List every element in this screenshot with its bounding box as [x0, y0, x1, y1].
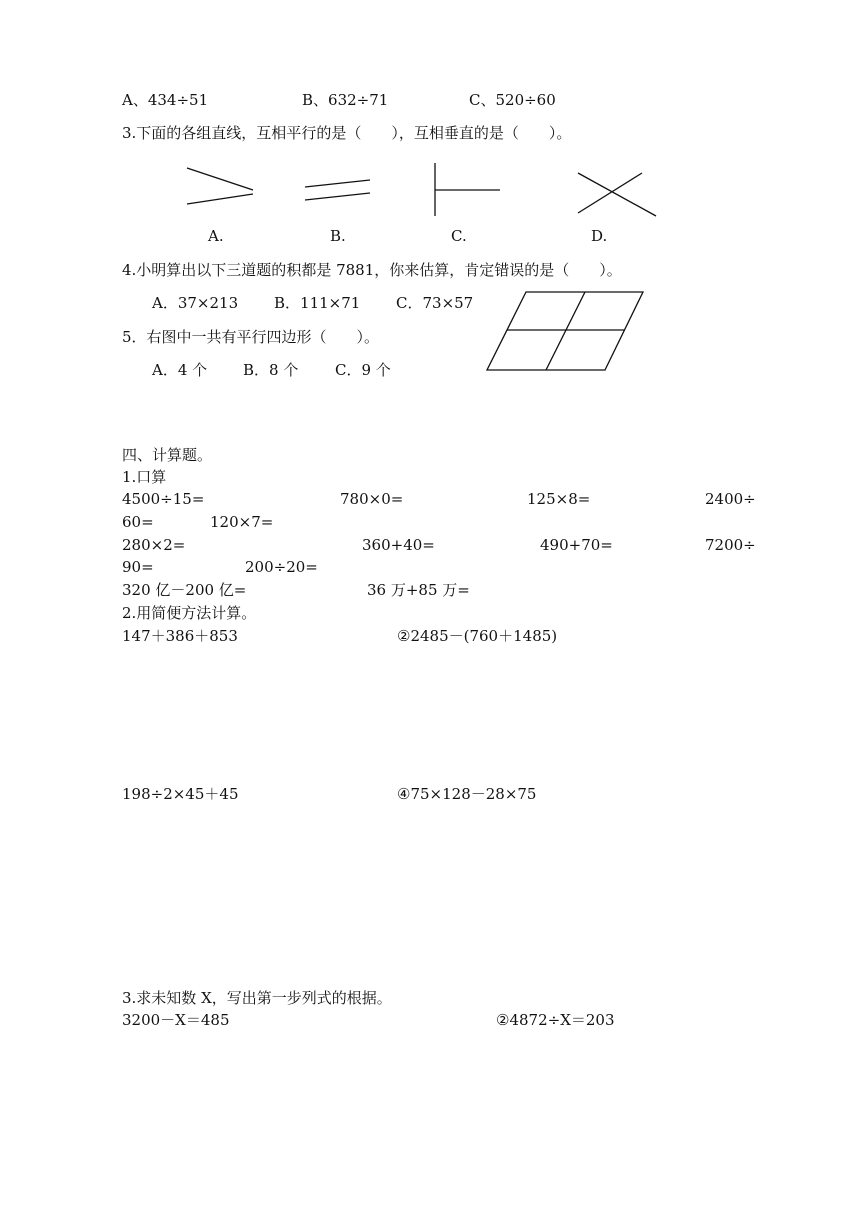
oral-item: 90=: [122, 558, 154, 576]
oral-item: 36 万+85 万=: [367, 581, 470, 599]
oral-calc-title: 1.口算: [122, 468, 167, 486]
q3-label-d: D.: [591, 227, 608, 245]
q4-question: 4.小明算出以下三道题的积都是 7881，你来估算，肯定错误的是（ ）。: [122, 261, 622, 279]
simplify-item: ④75×128－28×75: [397, 785, 537, 803]
oral-item: 320 亿－200 亿=: [122, 581, 247, 599]
simplify-title: 2.用简便方法计算。: [122, 604, 257, 622]
unknown-item: ②4872÷X＝203: [496, 1011, 615, 1029]
q2-option-a: A、434÷51: [122, 91, 209, 109]
simplify-item: 147＋386＋853: [122, 627, 238, 645]
q5-option-c: C．9 个: [335, 361, 391, 379]
q2-option-c: C、520÷60: [469, 91, 556, 109]
oral-item: 280×2=: [122, 536, 186, 554]
unknown-title: 3.求未知数 X，写出第一步列式的根据。: [122, 989, 392, 1007]
oral-item: 7200÷: [705, 536, 756, 554]
q5-question: 5．右图中一共有平行四边形（ ）。: [122, 328, 380, 346]
parallelogram-figure: [0, 0, 860, 400]
oral-item: 60=: [122, 513, 154, 531]
q3-question: 3.下面的各组直线，互相平行的是（ ），互相垂直的是（ ）。: [122, 124, 572, 142]
simplify-item: ②2485－(760＋1485): [397, 627, 558, 645]
unknown-item: 3200－X＝485: [122, 1011, 230, 1029]
q3-label-b: B.: [330, 227, 346, 245]
oral-item: 490+70=: [540, 536, 613, 554]
q4-option-b: B．111×71: [274, 294, 361, 312]
q2-option-b: B、632÷71: [302, 91, 389, 109]
q5-option-a: A．4 个: [152, 361, 208, 379]
oral-item: 120×7=: [210, 513, 274, 531]
simplify-item: 198÷2×45＋45: [122, 785, 239, 803]
oral-item: 360+40=: [362, 536, 435, 554]
oral-item: 2400÷: [705, 490, 756, 508]
q4-option-a: A．37×213: [152, 294, 239, 312]
q3-label-c: C.: [451, 227, 467, 245]
q4-option-c: C．73×57: [396, 294, 474, 312]
oral-item: 4500÷15=: [122, 490, 205, 508]
section-4-title: 四、计算题。: [122, 446, 213, 464]
oral-item: 200÷20=: [245, 558, 318, 576]
oral-item: 125×8=: [527, 490, 591, 508]
oral-item: 780×0=: [340, 490, 404, 508]
q5-option-b: B．8 个: [243, 361, 299, 379]
q3-label-a: A.: [208, 227, 224, 245]
